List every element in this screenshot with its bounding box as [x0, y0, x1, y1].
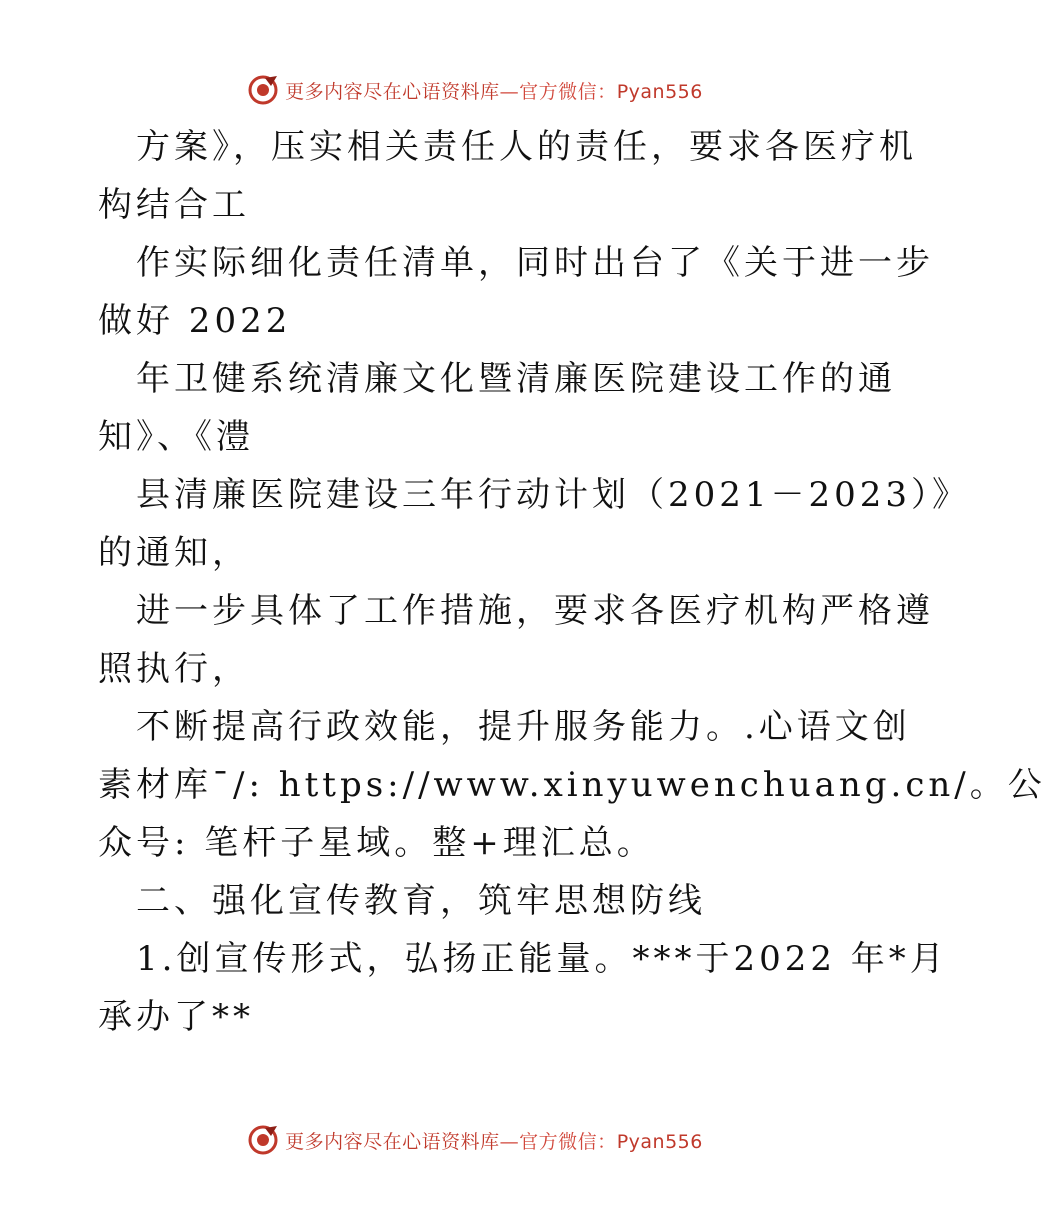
header-banner: [0, 70, 950, 110]
text-line: 1.创宣传形式，弘扬正能量。***于2022 年*月: [136, 939, 948, 979]
text-line: 年卫健系统清廉文化暨清廉医院建设工作的通: [136, 359, 896, 399]
text-line: 做好 2022: [98, 301, 292, 341]
banner-wechat-id: Pyan556: [616, 80, 703, 103]
banner-lead: 更多内容尽在心语资料库: [285, 1130, 500, 1153]
banner-dash: —: [499, 1130, 520, 1153]
banner-text: [285, 1127, 703, 1154]
document-body: [98, 118, 1046, 1046]
text-line: 素材库¯/: https://www.xinyuwenchuang.cn/。公: [98, 765, 1046, 805]
text-line: 方案》，压实相关责任人的责任，要求各医疗机: [136, 127, 917, 167]
banner-label: 官方微信：: [519, 80, 617, 103]
banner-lead: 更多内容尽在心语资料库: [285, 80, 500, 103]
text-line: 进一步具体了工作措施，要求各医疗机构严格遵: [136, 591, 934, 631]
banner-label: 官方微信：: [519, 1130, 617, 1153]
brand-logo-icon: [247, 1124, 279, 1156]
text-line: 的通知，: [98, 533, 250, 573]
brand-logo-icon: [247, 74, 279, 106]
text-line: 承办了**: [98, 997, 254, 1037]
banner-wechat-id: Pyan556: [616, 1130, 703, 1153]
text-line: 知》、《澧: [98, 417, 254, 457]
banner-dash: —: [499, 80, 520, 103]
section-heading: 二、强化宣传教育，筑牢思想防线: [136, 881, 706, 921]
footer-banner: [0, 1120, 950, 1160]
banner-text: [285, 77, 703, 104]
text-line: 照执行，: [98, 649, 250, 689]
text-line: 构结合工: [98, 185, 250, 225]
text-line: 作实际细化责任清单，同时出台了《关于进一步: [136, 243, 934, 283]
text-line: 众号: 笔杆子星域。整+理汇总。: [98, 823, 655, 863]
text-line: 县清廉医院建设三年行动计划（2021－2023）》: [136, 475, 971, 515]
text-line: 不断提高行政效能，提升服务能力。.心语文创: [136, 707, 911, 747]
